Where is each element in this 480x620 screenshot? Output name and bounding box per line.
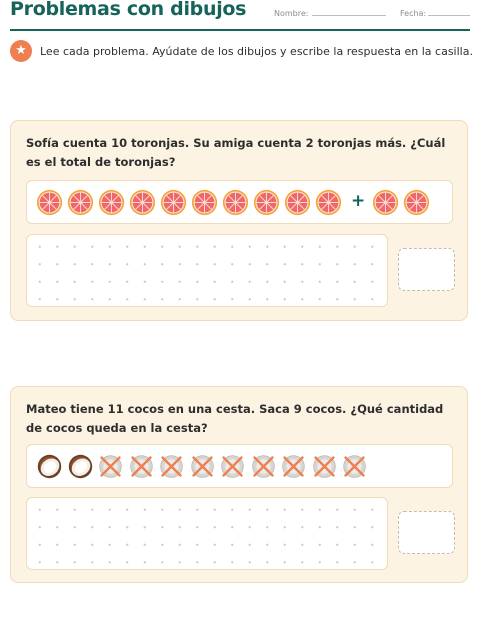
crossed-coconut-icon xyxy=(128,453,155,480)
plus-sign: + xyxy=(351,191,366,211)
name-label: Nombre: xyxy=(274,9,309,18)
grapefruit-icon xyxy=(36,189,63,216)
grapefruit-icon xyxy=(372,189,399,216)
grapefruit-icon xyxy=(284,189,311,216)
date-label: Fecha: xyxy=(400,9,427,18)
crossed-coconut-icon xyxy=(280,453,307,480)
problem-text: Sofía cuenta 10 toronjas. Su amiga cuenta 2 toronjas más. ¿Cuál es el total de toronjas? xyxy=(26,136,446,169)
crossed-coconut-icon xyxy=(341,453,368,480)
coconut-icon xyxy=(36,453,63,480)
grapefruit-icon xyxy=(67,189,94,216)
crossed-coconut-icon xyxy=(189,453,216,480)
page-title: Problemas con dibujos xyxy=(10,0,247,20)
grapefruit-icon xyxy=(315,189,342,216)
problem-text: Mateo tiene 11 cocos en una cesta. Saca 9 cocos. ¿Qué cantidad de cocos queda en la cesta? xyxy=(26,402,444,435)
answer-box[interactable] xyxy=(398,511,455,554)
crossed-coconut-icon xyxy=(250,453,277,480)
crossed-coconut-icon xyxy=(158,453,185,480)
grapefruit-icon xyxy=(403,189,430,216)
picture-box xyxy=(26,444,453,488)
grapefruit-icon xyxy=(222,189,249,216)
header-rule xyxy=(10,29,470,31)
work-area[interactable] xyxy=(26,497,388,570)
crossed-coconut-icon xyxy=(311,453,338,480)
star-icon: ★ xyxy=(10,40,32,62)
crossed-coconut-icon xyxy=(219,453,246,480)
instructions-text: Lee cada problema. Ayúdate de los dibujos y escribe la respuesta en la casilla. xyxy=(40,45,473,58)
grapefruit-icon xyxy=(160,189,187,216)
problem-card-2 xyxy=(10,386,468,583)
grapefruit-icon xyxy=(191,189,218,216)
problem-card-1 xyxy=(10,120,468,321)
crossed-coconut-icon xyxy=(97,453,124,480)
date-line[interactable] xyxy=(428,15,470,16)
grapefruit-icon xyxy=(253,189,280,216)
work-area[interactable] xyxy=(26,234,388,307)
grapefruit-icon xyxy=(129,189,156,216)
grapefruit-icon xyxy=(98,189,125,216)
answer-box[interactable] xyxy=(398,248,455,291)
name-line[interactable] xyxy=(312,15,386,16)
coconut-icon xyxy=(67,453,94,480)
worksheet-header xyxy=(10,0,470,31)
picture-box xyxy=(26,180,453,224)
